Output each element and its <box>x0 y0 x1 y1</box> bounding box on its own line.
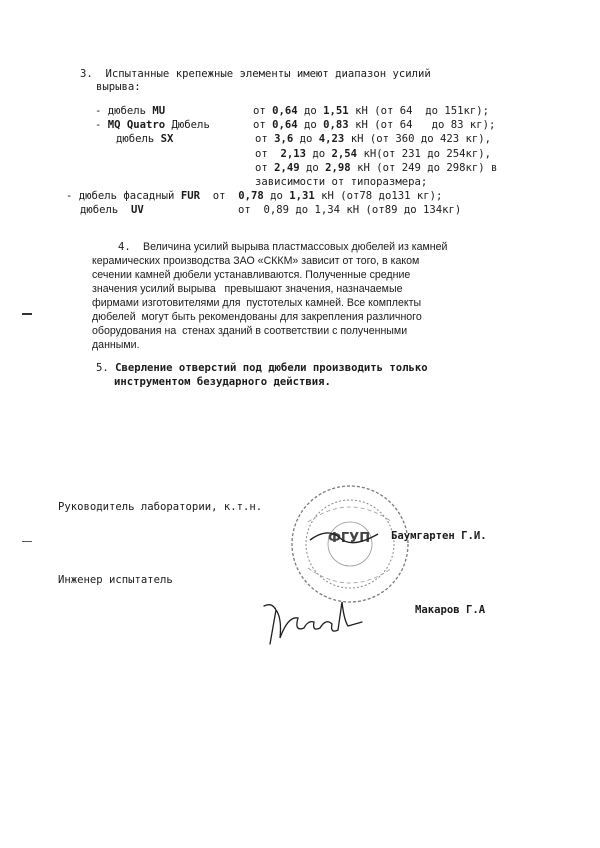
head-name: Баумгартен Г.И. <box>391 530 487 542</box>
item-4-line-5: фирмами изготовителями для пустотелых камней. Все комплекты <box>92 297 422 309</box>
dowel-sx-range-4: зависимости от типоразмера; <box>255 176 428 188</box>
dowel-mq-range: от 0,64 до 0,83 кН (от 64 до 83 кг); <box>253 119 496 131</box>
stamp-seal <box>288 482 412 606</box>
dowel-sx-label: дюбель SX <box>116 133 174 145</box>
item-5-line-2: инструментом безударного действия. <box>114 376 331 388</box>
item-4-number: 4. <box>118 241 131 253</box>
dowel-mq-label: - MQ Quatro Дюбель <box>95 119 210 131</box>
item-5-line-1: 5. Сверление отверстий под дюбели производить только <box>96 362 428 374</box>
svg-text:ФГУП: ФГУП <box>328 531 371 546</box>
item-4-line-3: сечении камней дюбели устанавливаются. Полученные средние <box>92 269 411 281</box>
margin-dash-2 <box>22 541 32 542</box>
dowel-sx-range-1: от 3,6 до 4,23 кН (от 360 до 423 кг), <box>255 133 492 145</box>
item-4-line-4: значения усилий вырыва превышают значения, назначаемые <box>92 283 403 295</box>
engineer-role: Инженер испытатель <box>58 574 173 586</box>
dowel-sx-range-3: от 2,49 до 2,98 кН (от 249 до 298кг) в <box>255 162 498 174</box>
dowel-mu-label: - дюбель MU <box>95 105 166 117</box>
dowel-uv-range: от 0,89 до 1,34 кН (от89 до 134кг) <box>238 204 462 216</box>
dowel-mu-range: от 0,64 до 1,51 кН (от 64 до 151кг); <box>253 105 490 117</box>
item-3-line-1: 3. Испытанные крепежные элементы имеют диапазон усилий <box>80 68 431 80</box>
item-4-line-2: керамических производства ЗАО «СККМ» зависит от того, в каком <box>92 255 420 267</box>
item-4-line-8: данными. <box>92 339 140 351</box>
head-role: Руководитель лаборатории, к.т.н. <box>58 501 263 513</box>
engineer-name: Макаров Г.А <box>415 604 486 616</box>
dowel-uv-label: дюбель UV <box>80 204 144 216</box>
item-4-line-7: оборудования на стенах зданий в соответствии с полученными <box>92 325 408 337</box>
item-3-line-2: вырыва: <box>96 81 141 93</box>
margin-dash <box>22 313 32 315</box>
dowel-sx-range-2: от 2,13 до 2,54 кН(от 231 до 254кг), <box>255 148 491 160</box>
item-4-line-6: дюбелей могут быть рекомендованы для закрепления различного <box>92 311 422 323</box>
item-4-line-1: Величина усилий вырыва пластмассовых дюбелей из камней <box>143 241 448 253</box>
dowel-fur-row: - дюбель фасадный FUR от 0,78 до 1,31 кН (от78 до131 кг); <box>66 190 443 202</box>
engineer-signature <box>258 598 378 646</box>
